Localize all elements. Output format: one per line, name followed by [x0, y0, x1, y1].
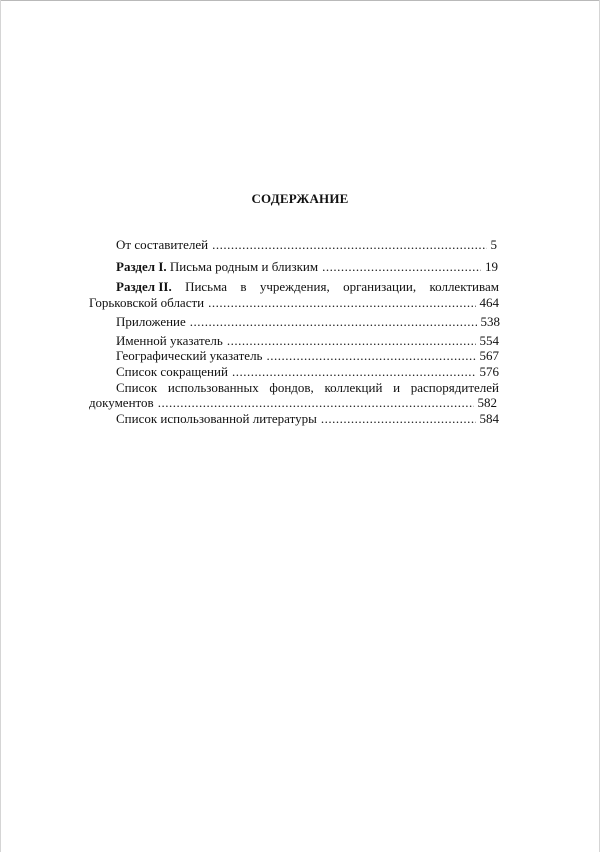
toc-entry-authors — [116, 237, 497, 253]
toc-entry-label: Именной указатель — [116, 333, 223, 348]
toc-leader-dots — [321, 411, 476, 427]
toc-entry-page: 5 — [490, 237, 497, 252]
toc-word: организации, — [343, 279, 417, 294]
toc-entry-section-2-line2 — [89, 295, 499, 311]
toc-word: коллекций — [324, 380, 383, 395]
toc-word: использованных — [167, 380, 259, 395]
toc-entry-page: 464 — [479, 295, 499, 310]
toc-entry-section-2-line1 — [116, 279, 499, 295]
toc-entry-page: 567 — [479, 348, 499, 363]
toc-leader-dots — [158, 395, 474, 411]
toc-entry-label: Список использованной литературы — [116, 411, 317, 426]
toc-entry-appendix — [116, 314, 500, 330]
toc-entry-section-1 — [116, 259, 498, 275]
toc-word: учреждения, — [259, 279, 330, 294]
toc-entry-page: 584 — [479, 411, 499, 426]
toc-entry-funds-line2 — [89, 395, 497, 411]
toc-entry-abbreviations — [116, 364, 499, 380]
toc-entry-page: 538 — [480, 314, 500, 329]
toc-leader-dots — [208, 295, 475, 311]
toc-leader-dots — [190, 314, 477, 330]
page-left-border — [0, 0, 1, 852]
toc-leader-dots — [232, 364, 476, 380]
toc-word: коллективам — [429, 279, 499, 294]
toc-entry-label: документов — [89, 395, 154, 410]
toc-leader-dots — [267, 348, 476, 364]
toc-section-label: Раздел I. — [116, 259, 167, 274]
toc-entry-funds-line1 — [116, 380, 499, 396]
toc-entry-label: Список сокращений — [116, 364, 228, 379]
toc-entry-page: 576 — [479, 364, 499, 379]
toc-entry-page: 19 — [485, 259, 498, 274]
toc-entry-label: Приложение — [116, 314, 186, 329]
toc-entry-page: 554 — [479, 333, 499, 348]
page-title: СОДЕРЖАНИЕ — [251, 191, 349, 206]
toc-entry-label: Географический указатель — [116, 348, 263, 363]
toc-word: Список — [116, 380, 158, 395]
toc-word: и — [393, 380, 401, 395]
toc-leader-dots — [212, 237, 486, 253]
toc-entry-label: От составителей — [116, 237, 209, 252]
toc-entry-label: Письма родным и близким — [166, 259, 319, 274]
toc-word: в — [240, 279, 247, 294]
toc-entry-literature — [116, 411, 499, 427]
toc-word: Письма — [185, 279, 228, 294]
toc-word: распорядителей — [410, 380, 499, 395]
toc-entry-name-index — [116, 333, 499, 349]
toc-word: фондов, — [269, 380, 314, 395]
toc-leader-dots — [227, 333, 476, 349]
toc-section-label: Раздел II. — [116, 279, 172, 294]
toc-entry-geo-index — [116, 348, 499, 364]
toc-entry-label: Горьковской области — [89, 295, 205, 310]
page-top-border — [0, 0, 600, 1]
toc-leader-dots — [322, 259, 481, 275]
toc-entry-page: 582 — [477, 395, 497, 410]
